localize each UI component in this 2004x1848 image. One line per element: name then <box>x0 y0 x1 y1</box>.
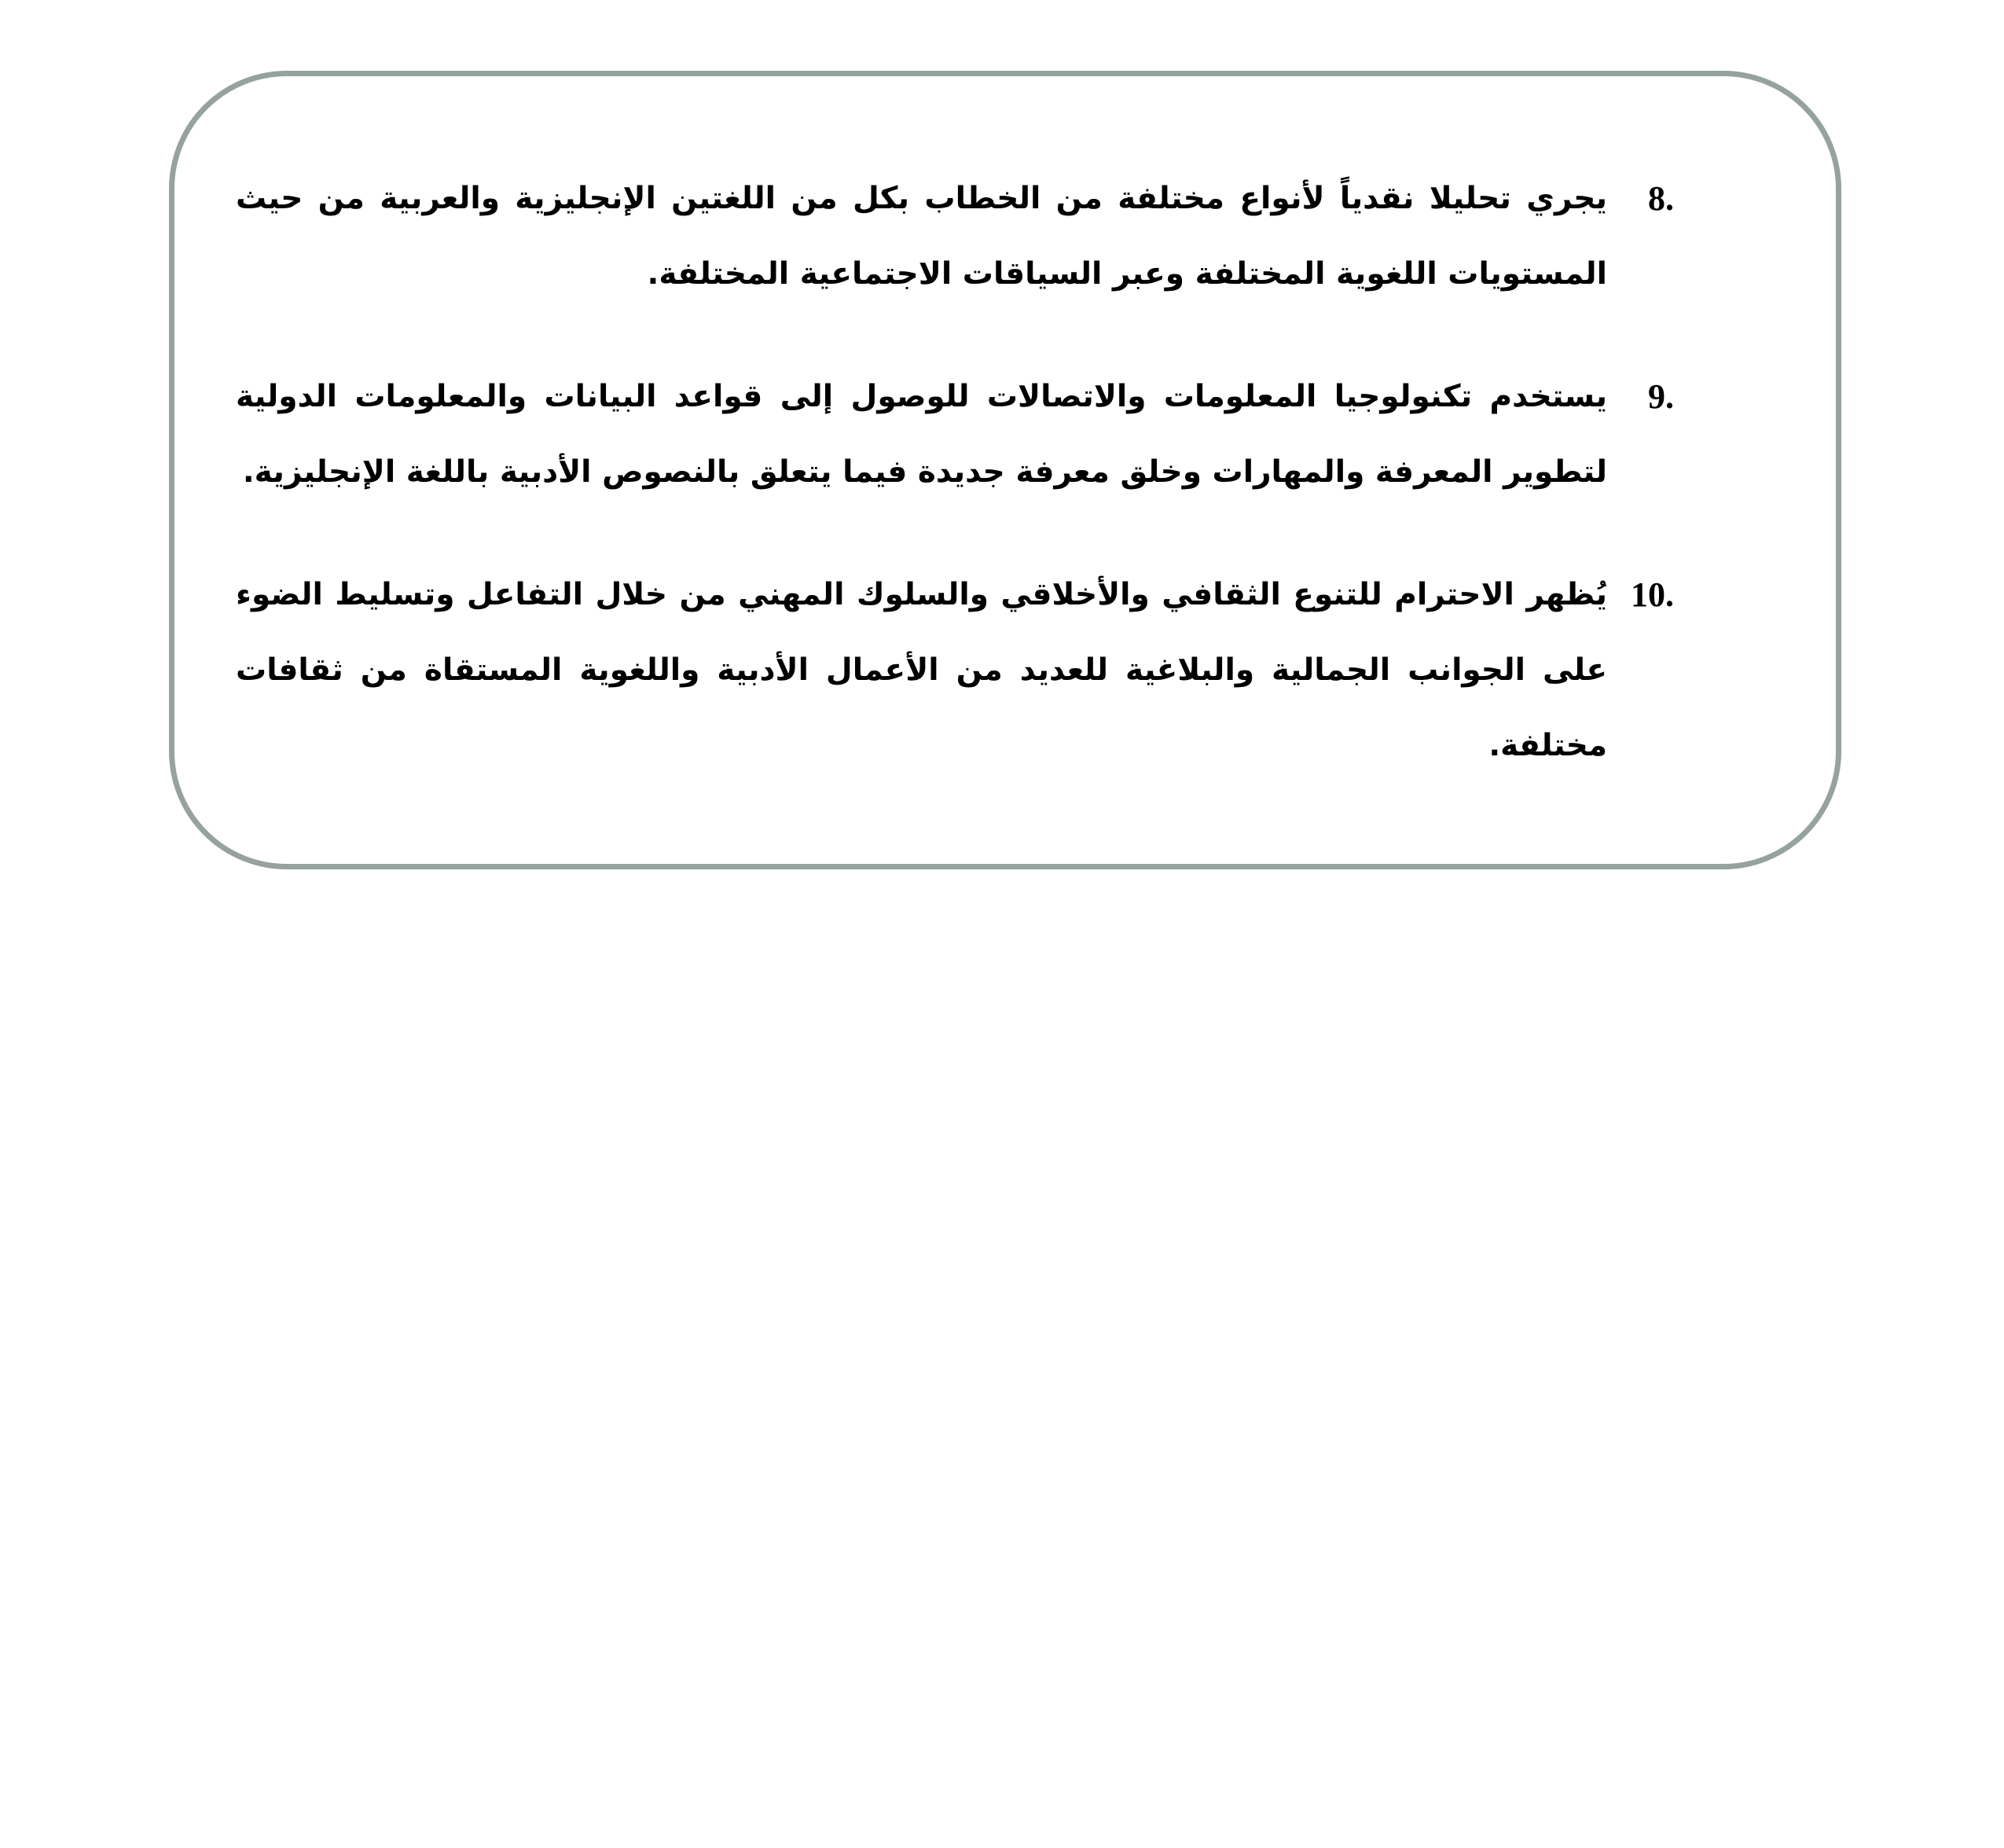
list-item <box>236 359 1674 510</box>
item-text: يستخدم تكنولوجيا المعلومات والاتصالات للوصول إلى قواعد البيانات والمعلومات الدولية لتطوير المعرفة والمهارات وخلق معرفة جديدة فيما يتعلق بالنصوص الأدبية باللغة الإنجليزية. <box>236 379 1607 490</box>
item-number: 8. <box>1648 179 1674 218</box>
item-text: يُظهر الاحترام للتنوع الثقافي والأخلاقي والسلوك المهني من خلال التفاعل وتسليط الضوء على الجوانب الجمالية والبلاغية للعديد من الأعمال الأدبية واللغوية المستقاة من ثقافات مختلفة. <box>236 577 1607 763</box>
item-text: يجري تحليلا نقدياً لأنواع مختلفة من الخطاب بكل من اللغتين الإنجليزية والعربية من حيث المستويات اللغوية المختلفة وعبر السياقات الاجتماعية المختلفة. <box>236 181 1607 292</box>
item-number: 9. <box>1648 377 1674 416</box>
outcomes-list <box>236 161 1674 831</box>
item-number: 10. <box>1631 575 1674 614</box>
list-item <box>236 557 1674 784</box>
list-item <box>236 161 1674 312</box>
